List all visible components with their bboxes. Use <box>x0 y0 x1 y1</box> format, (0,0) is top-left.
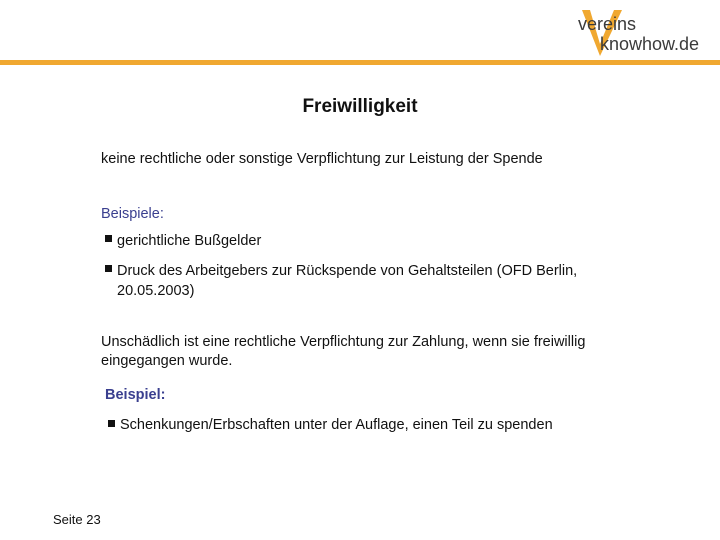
header-accent-bar <box>0 60 720 65</box>
logo-text-top: vereins <box>578 14 637 34</box>
page-number: Seite 23 <box>53 512 101 527</box>
examples-heading: Beispiele: <box>101 206 164 222</box>
example2-item: Schenkungen/Erbschaften unter der Auflage, einen Teil zu spenden <box>120 417 553 433</box>
paragraph-line-2: eingegangen wurde. <box>101 353 233 369</box>
bullet-icon <box>105 235 112 242</box>
example-item-1: gerichtliche Bußgelder <box>117 233 262 249</box>
intro-text: keine rechtliche oder sonstige Verpflichtung zur Leistung der Spende <box>101 151 543 167</box>
paragraph-line-1: Unschädlich ist eine rechtliche Verpflichtung zur Zahlung, wenn sie freiwillig <box>101 334 586 350</box>
bullet-icon <box>108 420 115 427</box>
bullet-icon <box>105 265 112 272</box>
example2-heading: Beispiel: <box>105 387 166 403</box>
example-item-2-cont: 20.05.2003) <box>117 283 195 299</box>
vereinsknowhow-logo <box>560 6 710 58</box>
slide-title: Freiwilligkeit <box>302 96 418 117</box>
logo-text-bottom: knowhow.de <box>600 34 700 54</box>
example-item-2: Druck des Arbeitgebers zur Rückspende von Gehaltsteilen (OFD Berlin, <box>117 263 578 279</box>
